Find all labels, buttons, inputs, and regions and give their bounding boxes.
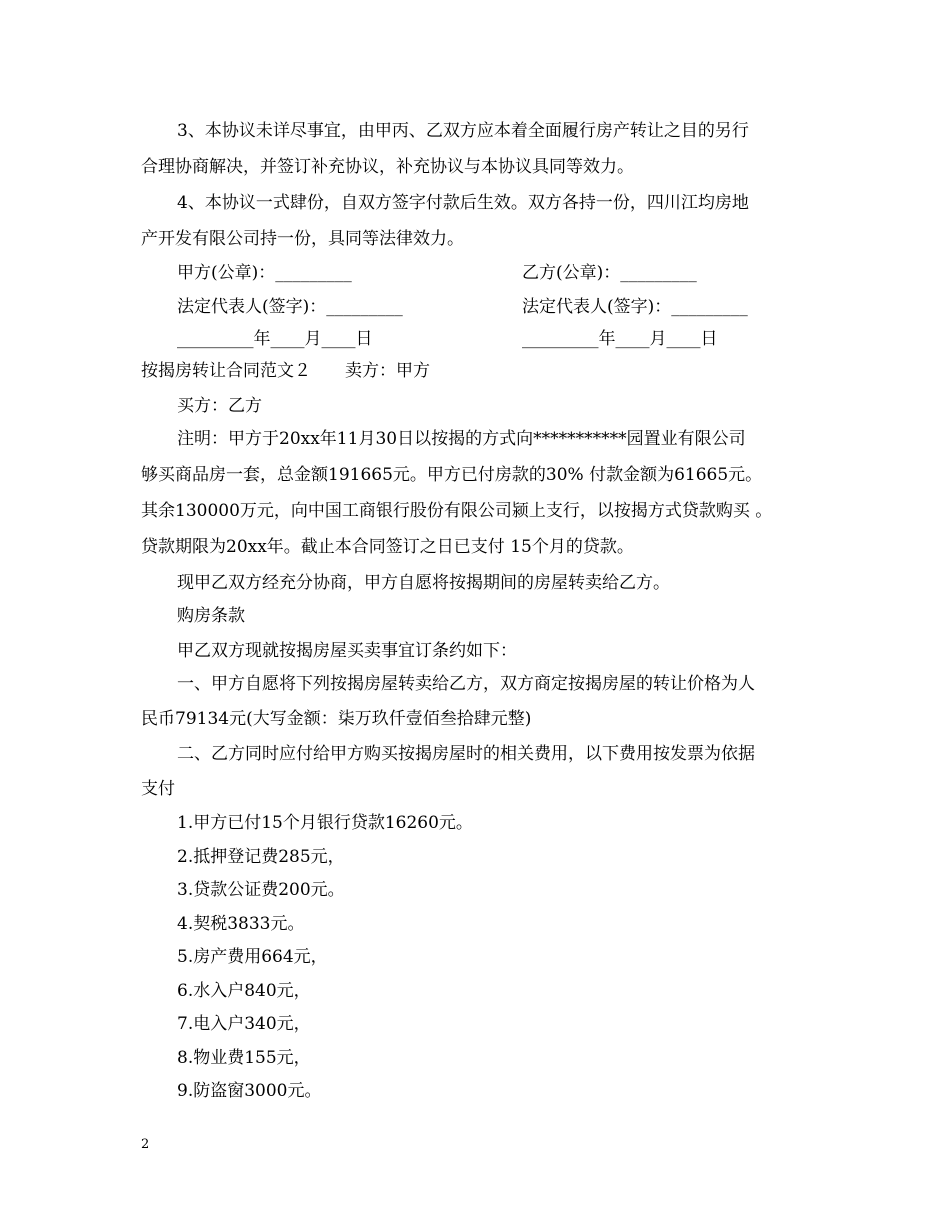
paragraph-line: 一、甲方自愿将下列按揭房屋转卖给乙方，双方商定按揭房屋的转让价格为人: [177, 674, 755, 694]
paragraph-line: 4、本协议一式肆份，自双方签字付款后生效。双方各持一份，四川江均房地: [177, 193, 749, 213]
paragraph-line: 买方：乙方: [177, 396, 262, 416]
party-b-date: _________年____月____日: [522, 329, 718, 349]
party-b-representative: 法定代表人(签字)：_________: [522, 297, 748, 317]
fee-item: 8.物业费155元，: [177, 1048, 311, 1068]
party-a-seal: 甲方(公章)：_________: [177, 263, 352, 283]
party-b-seal: 乙方(公章)：_________: [522, 263, 697, 283]
paragraph-line: 民币79134元(大写金额：柒万玖仟壹佰叁拾肆元整): [141, 709, 532, 729]
fee-item: 5.房产费用664元，: [177, 947, 328, 967]
paragraph-line: 购房条款: [177, 606, 245, 626]
party-a-representative: 法定代表人(签字)：_________: [177, 297, 403, 317]
fee-item: 4.契税3833元。: [177, 914, 305, 934]
fee-item: 7.电入户340元，: [177, 1014, 311, 1034]
section-heading: 按揭房转让合同范文２ 卖方：甲方: [141, 361, 430, 381]
paragraph-line: 产开发有限公司持一份，具同等法律效力。: [141, 229, 464, 249]
fee-item: 2.抵押登记费285元，: [177, 847, 345, 867]
fee-item: 6.水入户840元，: [177, 981, 311, 1001]
paragraph-line: 支付: [141, 779, 175, 799]
fee-item: 1.甲方已付15个月银行贷款16260元。: [177, 813, 473, 833]
fee-item: 9.防盗窗3000元。: [177, 1081, 322, 1101]
paragraph-line: 3、本协议未详尽事宜，由甲丙、乙双方应本着全面履行房产转让之目的另行: [177, 121, 749, 141]
party-a-date: _________年____月____日: [177, 329, 373, 349]
page-number: 2: [141, 1137, 150, 1152]
paragraph-line: 二、乙方同时应付给甲方购买按揭房屋时的相关费用，以下费用按发票为依据: [177, 744, 755, 764]
paragraph-line: 现甲乙双方经充分协商，甲方自愿将按揭期间的房屋转卖给乙方。: [177, 573, 670, 593]
paragraph-line: 甲乙双方现就按揭房屋买卖事宜订条约如下：: [177, 641, 517, 661]
paragraph-line: 注明：甲方于20xx年11月30日以按揭的方式向***********园置业有限公司: [177, 429, 746, 449]
paragraph-line: 够买商品房一套，总金额191665元。甲方已付房款的30% 付款金额为61665元。: [141, 465, 763, 485]
paragraph-line: 贷款期限为20xx年。截止本合同签订之日已支付 15个月的贷款。: [141, 537, 634, 557]
fee-item: 3.贷款公证费200元。: [177, 880, 345, 900]
paragraph-line: 其余130000万元，向中国工商银行股份有限公司颍上支行，以按揭方式贷款购买 。: [141, 501, 773, 521]
paragraph-line: 合理协商解决，并签订补充协议，补充协议与本协议具同等效力。: [141, 157, 634, 177]
